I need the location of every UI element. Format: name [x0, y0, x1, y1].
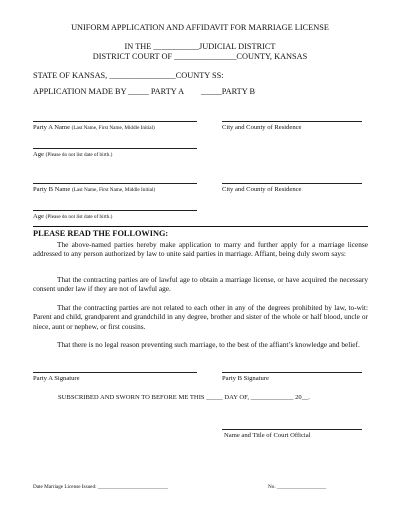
city-county-b-label: City and County of Residence — [222, 186, 302, 193]
district-court-line: DISTRICT COURT OF _______________COUNTY, KANSAS — [92, 52, 308, 61]
age-a-field[interactable] — [33, 148, 197, 149]
age-a-label: Age (Please do not list date of birth.) — [33, 151, 113, 158]
age-b-field[interactable] — [33, 210, 197, 211]
application-made-by-label: APPLICATION MADE BY — [33, 87, 127, 96]
age-a-hint: (Please do not list date of birth.) — [45, 152, 113, 158]
court-official-label: Name and Title of Court Official — [224, 432, 311, 439]
age-b-label: Age (Please do not list date of birth.) — [33, 213, 113, 220]
license-number-field[interactable]: No. ___________________ — [268, 484, 327, 490]
party-b-signature-label: Party B Signature — [222, 375, 269, 382]
party-b-signature-field[interactable] — [222, 372, 362, 373]
party-a-name-label: Party A Name (Last Name, First Name, Middle Initial) — [33, 124, 155, 131]
sworn-statement: SUBSCRIBED AND SWORN TO BEFORE ME THIS _____ DAY OF, _____________ 20__. — [58, 394, 310, 401]
age-b-hint: (Please do not list date of birth.) — [45, 214, 113, 220]
party-a-name-hint: (Last Name, First Name, Middle Initial) — [71, 125, 155, 131]
affidavit-heading: PLEASE READ THE FOLLOWING: — [33, 229, 169, 238]
judicial-district-line: IN THE ___________JUDICIAL DISTRICT — [124, 42, 276, 51]
party-b-name-label: Party B Name (Last Name, First Name, Middle Initial) — [33, 186, 156, 193]
form-title: UNIFORM APPLICATION AND AFFIDAVIT FOR MARRIAGE LICENSE — [71, 23, 329, 32]
city-county-a-label: City and County of Residence — [222, 124, 302, 131]
affidavit-paragraph-3: That the contracting parties are not related to each other in any of the degrees prohibited by law, to-wit: Parent and child, grandparent and grandchild in any degree, brother and sister of the whole or half blood, uncle or niece, aunt or nephew, or first cousins. — [33, 303, 368, 331]
party-b-option[interactable]: _____PARTY B — [201, 87, 255, 96]
party-a-signature-label: Party A Signature — [33, 375, 80, 382]
affidavit-paragraph-2: That the contracting parties are of lawful age to obtain a marriage license, or have acquired the necessary consent under law if they are not of lawful age. — [33, 275, 368, 294]
affidavit-paragraph-1: The above-named parties hereby make application to marry and further apply for a marriage license addressed to any person authorized by law to unite said parties in marriage. Affiant, being duly sworn says: — [33, 240, 368, 259]
city-county-b-field[interactable] — [222, 183, 362, 184]
party-b-name-hint: (Last Name, First Name, Middle Initial) — [72, 187, 156, 193]
state-county-line: STATE OF KANSAS, ________________COUNTY SS: — [33, 71, 224, 80]
court-official-field[interactable] — [222, 429, 362, 430]
date-issued-field[interactable]: Date Marriage License Issued: ___________________________ — [33, 484, 168, 490]
party-a-name-field[interactable] — [33, 121, 197, 122]
party-a-signature-field[interactable] — [33, 372, 197, 373]
city-county-a-field[interactable] — [222, 121, 362, 122]
section-divider — [33, 226, 368, 227]
affidavit-paragraph-4: That there is no legal reason preventing such marriage, to the best of the affiant’s knowledge and belief. — [57, 340, 360, 349]
party-a-option[interactable]: _____ PARTY A — [128, 87, 185, 96]
party-b-name-field[interactable] — [33, 183, 197, 184]
